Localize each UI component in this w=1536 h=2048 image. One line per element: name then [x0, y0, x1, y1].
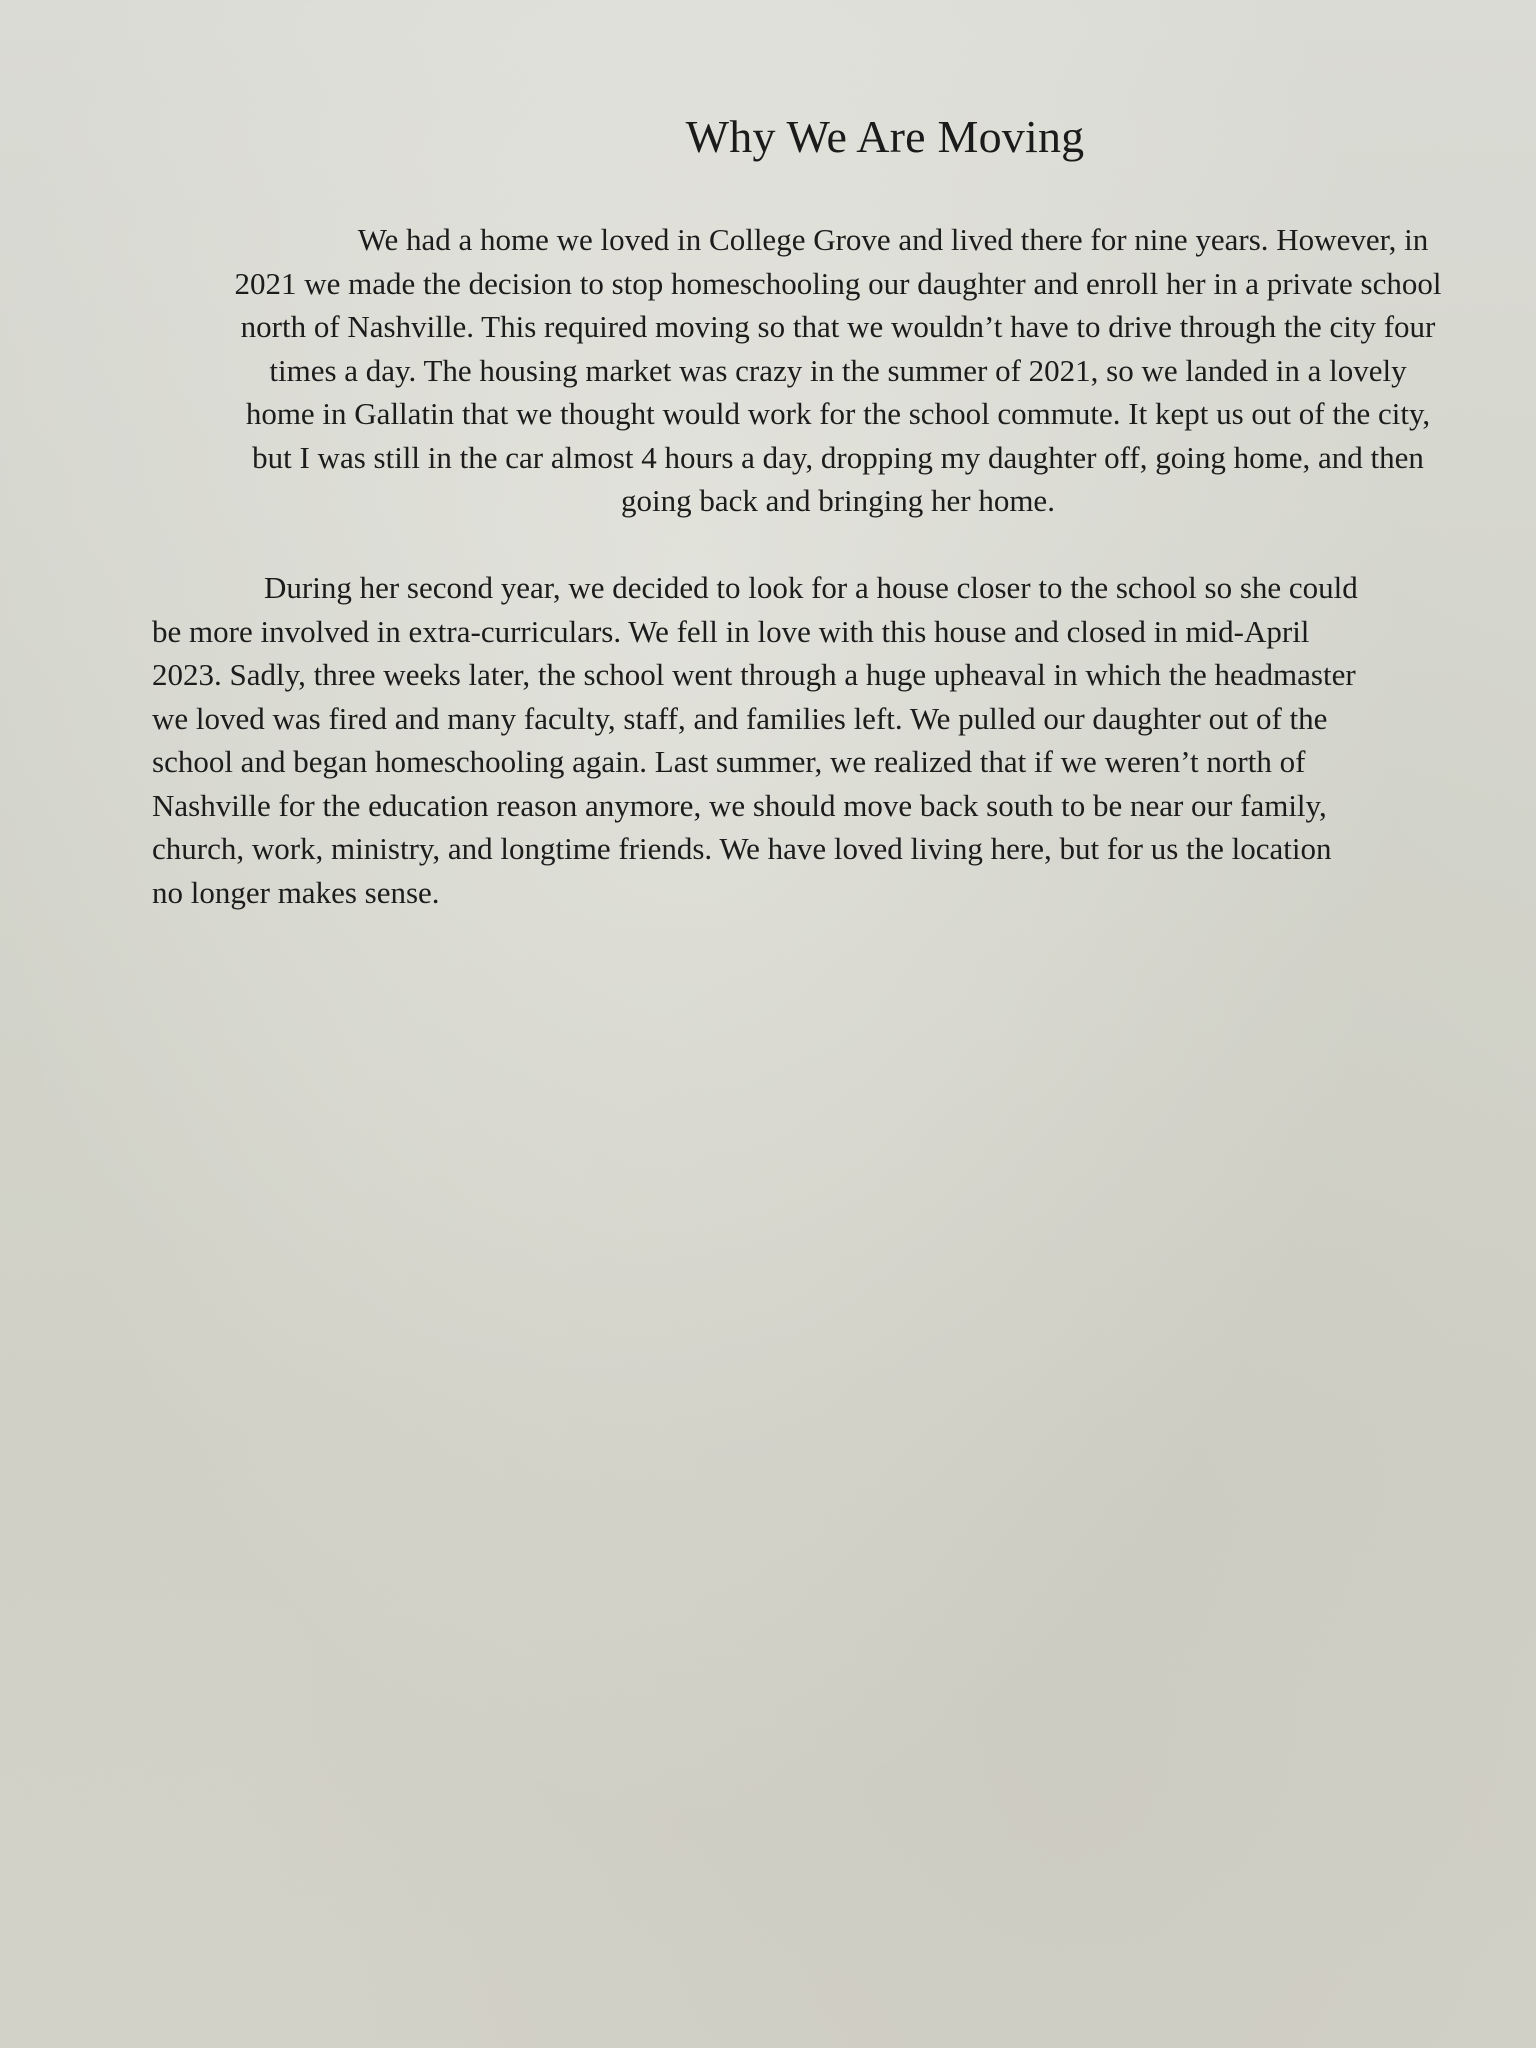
text-line: no longer makes sense. — [152, 874, 440, 910]
text-line: 2021 we made the decision to stop homeschooling our daughter and enroll her in a private school — [234, 265, 1442, 301]
text-line: We had a home we loved in College Grove and lived there for nine years. However, in — [357, 222, 1429, 257]
paragraph-1 — [168, 218, 1508, 523]
text-line: During her second year, we decided to look for a house closer to the school so she could — [264, 570, 1358, 605]
text-line: we loved was fired and many faculty, staff, and families left. We pulled our daughter out of the — [152, 700, 1328, 736]
document-title: Why We Are Moving — [685, 111, 1085, 162]
text-line: Nashville for the education reason anymore, we should move back south to be near our family, — [152, 787, 1327, 823]
text-line: 2023. Sadly, three weeks later, the school went through a huge upheaval in which the headmaster — [152, 657, 1356, 692]
text-line: church, work, ministry, and longtime friends. We have loved living here, but for us the location — [152, 831, 1332, 866]
text-line: school and began homeschooling again. Last summer, we realized that if we weren’t north of — [152, 744, 1306, 779]
text-line: north of Nashville. This required moving so that we wouldn’t have to drive through the city four — [240, 309, 1436, 344]
text-line: times a day. The housing market was crazy in the summer of 2021, so we landed in a lovely — [269, 352, 1407, 388]
text-line: home in Gallatin that we thought would work for the school commute. It kept us out of the city, — [245, 396, 1431, 431]
text-line: but I was still in the car almost 4 hours a day, dropping my daughter off, going home, and then — [252, 439, 1424, 475]
text-line: going back and bringing her home. — [621, 483, 1055, 518]
text-line: be more involved in extra-curriculars. We fell in love with this house and closed in mid-April — [152, 613, 1310, 649]
paragraph-2 — [152, 566, 1524, 914]
